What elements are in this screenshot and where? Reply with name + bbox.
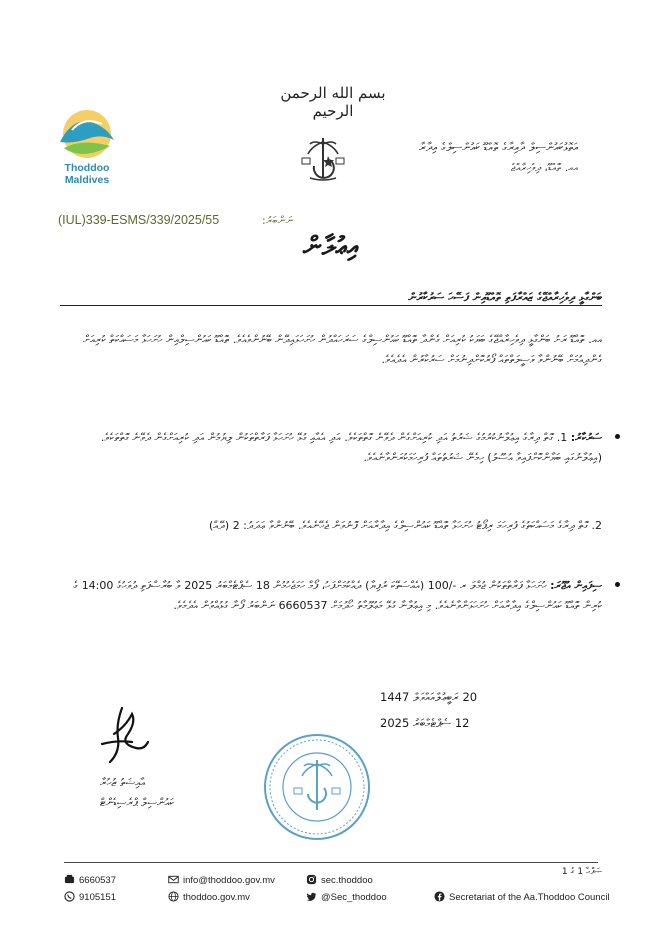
bullet-icon	[615, 582, 620, 587]
reference-label: ނަންބަރު:	[262, 214, 294, 227]
twitter-text[interactable]: @Sec_thoddoo	[321, 892, 387, 903]
whatsapp-icon	[64, 891, 75, 902]
subject-line: ބަންގާޅީ ދިވެހިރާއްޖޭގެ ޒައްރާފަތި ތޮއްޑޫއިން ފަސޭހަ ސަރުކާރުން	[408, 290, 602, 304]
item-label: ސަރުކާރު:	[570, 431, 602, 444]
phone-1-text: 6660537	[79, 875, 116, 886]
instagram-icon	[306, 874, 317, 885]
signature-icon	[92, 704, 156, 768]
bullet-icon	[615, 434, 620, 439]
website-text[interactable]: thoddoo.gov.mv	[183, 892, 250, 903]
org-location: އއ. ތޮއްޑޫ، ދިވެހިރާއްޖެ	[510, 162, 578, 174]
list-item	[60, 516, 602, 536]
date-gregorian: 12 ސެޕްޓެމްބަރު 2025	[380, 716, 470, 730]
subject-underline	[60, 305, 602, 306]
date-hijri: 20 ރަބީޢުލްއައްވަލް 1447	[380, 690, 478, 704]
item-text: 1. ގޮތް ދިރާގެ އިޢުލާނުކުރުމުގެ ޝަރުތު އަދި ކުރިއަށްގެން ދެވޭނެ ގޮތްތަކެވެ. އަދި އެއާއި ގުޅޭ ހުށަހަޅާ ފަރާތްތަކުން ލިޔުމުން އަދި ކުރިއަށްގެން ދެވޭނެ ގޮތްތަކެވެ. (އިޢުލާނުގައި ބަޔާންކޮށްފައިވާ އުސޫލު) ހިމެނޭ ޝަރުތުތައް ފުރިހަމަކުރަންވާނެއެވެ.	[100, 431, 602, 464]
footer-instagram[interactable]	[306, 874, 373, 886]
globe-icon	[168, 891, 179, 902]
body-paragraph: އއ. ތޮއްޑޫ ރަށު ބަންގާޅީ ދިވެހިރާއްޖޭގެ ބަޔަކު ކުރިއަށް ގެންދާ ތޮއްޑޫ ކައުންސިލްގެ ސަރަހައްދުން ހުށަހަޅައިދޭން ބޭނުންވެއެވެ. ތޮއްޑޫ ކައުންސިލްއިން ހުށަހަޅާ މަސައްކަތް ކުރިއަށް ގެންދިއުމަށް ބޭނުންވާ ވަސީލަތްތައް ފޯރުކޮށްދިނުމަށް ސަރުކާރުން އެދެއެވެ.	[83, 333, 602, 366]
footer-divider	[64, 862, 598, 863]
instagram-text[interactable]: sec.thoddoo	[321, 875, 373, 886]
footer-facebook[interactable]	[434, 891, 610, 903]
mail-icon	[168, 874, 179, 885]
org-name: އަތޮޅުކައުންސިލް ދާއިރާގެ ތޮއްޑޫ ކައުންސިލްގެ އިދާރާ	[418, 140, 578, 154]
document-title: އިޢުލާން	[302, 232, 360, 262]
item-text: 2. ގޮތް ދިރާގެ މަސައްކަތުގެ ފުރިހަމަ ރިޕޯޓު ހުށަހަޅާ ތޮއްޑޫ ކައުންސިލްގެ އިދާރާއަށް ފޮނުވަން ޖެހޭނެއެވެ. ބޭނުންވާ ޢަދަދު: 2 (ދޭއް)	[208, 519, 602, 532]
item-text: ހުށަހަޅާ ފަރާތްތަކުން ޖުމްލަ ރ -/100 (އެއްސަތޭކަ ރުފިޔާ) ދެއްކުމަށްފަހު، ފޯމް ހަމަޖެހުމުން 18 ސެޕްޓެމްބަރު 2025 ވާ ބުރާސްފަތި ދުވަހުގެ 14:00 ގެ ކުރިން ތޮއްޑޫ ކައުންސިލްގެ އިދާރާއަށް ހުށަހަޅަންވާނެއެވެ. މި އިޢުލާނާ ގުޅޭ މަޢުލޫމާތު ހޯދުމަށް 6660537 ނަންބަރު ފޯނާ ގުޅުއްވުން އެދެމެވެ.	[73, 579, 602, 612]
footer-phone-1	[64, 874, 116, 886]
logo-text	[50, 162, 124, 186]
signer-title: ކައުންސިލް ޕްރެސިޑެންޓް	[100, 796, 174, 809]
bismillah: بسم الله الرحمن الرحيم	[280, 84, 386, 120]
phone-2-text: 9105151	[79, 892, 116, 903]
facebook-text[interactable]: Secretariat of the Aa.Thoddoo Council	[449, 892, 610, 903]
footer-email[interactable]	[168, 874, 275, 886]
logo-line1: Thoddoo	[64, 162, 110, 174]
email-text[interactable]: info@thoddoo.gov.mv	[183, 875, 275, 886]
page-info: ޞަފްޙާ 1 ގެ 1	[561, 867, 602, 877]
phone-icon	[64, 874, 75, 885]
footer-phone-2	[64, 891, 116, 903]
item-label: ސިފައިން އުޖޫރަ:	[550, 579, 602, 592]
thoddoo-logo-icon	[52, 108, 122, 160]
footer-twitter[interactable]	[306, 891, 387, 903]
twitter-icon	[306, 891, 317, 902]
footer-website[interactable]	[168, 891, 250, 903]
logo-line2: Maldives	[64, 174, 110, 186]
list-item	[60, 576, 602, 616]
signer-name: އާއިޝަތު ޒުހުރާ	[100, 776, 146, 789]
facebook-icon	[434, 891, 445, 902]
list-item	[60, 428, 602, 468]
reference-number: (IUL)339-ESMS/339/2025/55	[58, 213, 220, 227]
official-stamp-icon	[262, 732, 372, 842]
